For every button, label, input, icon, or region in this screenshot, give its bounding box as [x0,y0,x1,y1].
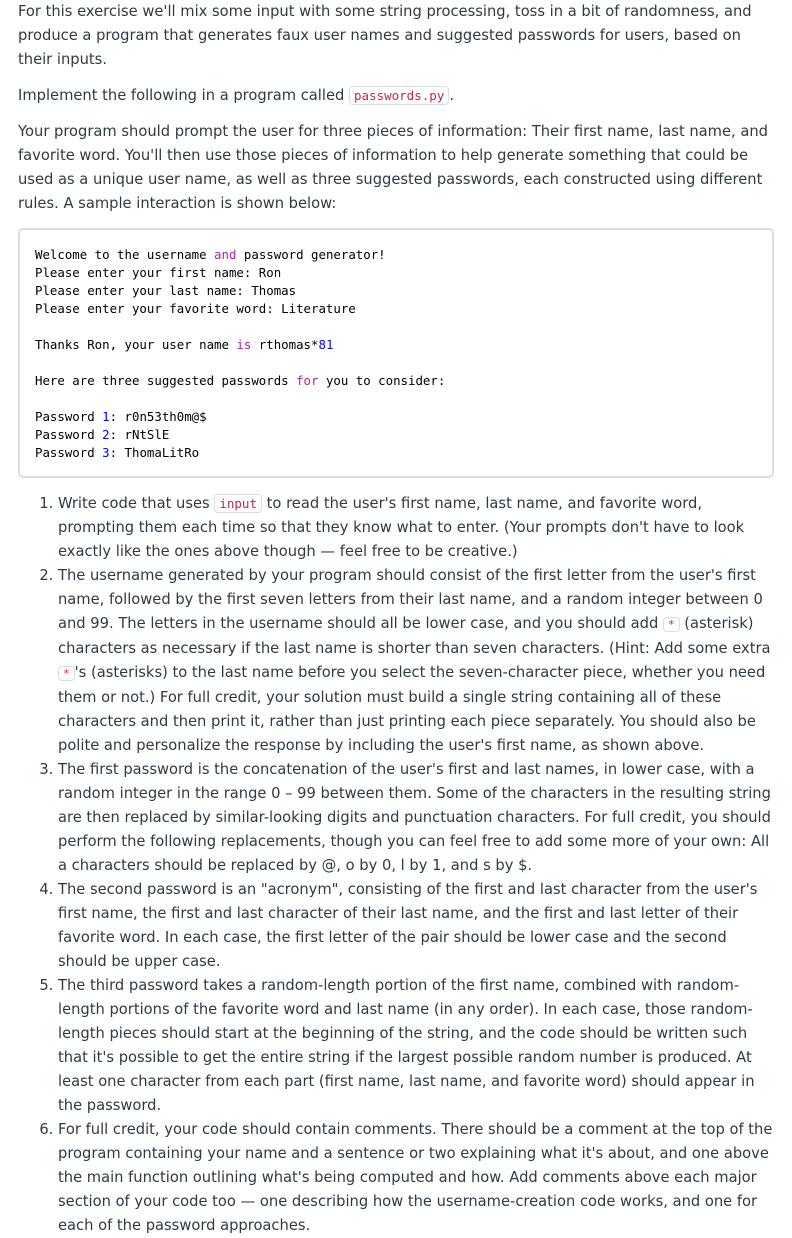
code-blank-line [35,354,757,372]
sample-interaction-codeblock [18,228,774,478]
asterisk-code: * [58,666,75,681]
description-paragraph: Your program should prompt the user for three pieces of information: Their first name, last name, and favorite word. You'll then use those pieces of information to help generate something that could be used as a unique user name, as well as three suggested passwords, each constructed using different rules. A sample interaction is shown below: [18,123,768,212]
code-blank-line [35,318,757,336]
code-line: Please enter your last name: Thomas [35,283,297,298]
implement-paragraph [18,84,774,108]
task-item: 6. For full credit, your code should contain comments. There should be a comment at the top of the program containing your name and a sentence or two explaining what it's about, and one above the main function outlining what's being computed and how. Add comments above each major section of your code too — one describing how the username-creation code works, and one for each of the password approaches. [58,1118,774,1238]
implement-prefix: Implement the following in a program called [18,87,349,104]
intro-paragraph: For this exercise we'll mix some input with some string processing, toss in a bit of randomness, and produce a program that generates faux user names and suggested passwords for users, based on their inputs. [18,3,752,68]
code-blank-line [35,390,757,408]
task-item: 3. The first password is the concatenation of the user's first and last names, in lower case, with a random integer in the range 0 – 99 between them. Some of the characters in the resulting string are then replaced by similar-looking digits and punctuation characters. For full credit, you should perform the following replacements, though you can feel free to add some more of your own: All a characters should be replaced by @, o by 0, l by 1, and s by $. [58,758,774,878]
asterisk-code: * [663,617,680,632]
task-list [18,492,774,1238]
code-line: Thanks Ron, your user name is rthomas*81 [35,337,334,352]
code-line: Welcome to the username and password generator! [35,247,386,262]
code-line: Password 3: ThomaLitRo [35,445,200,460]
code-line: Please enter your favorite word: Literature [35,301,356,316]
code-line: Here are three suggested passwords for you to consider: [35,373,446,388]
task-item: 2. The username generated by your program should consist of the first letter from the user's first name, followed by the first seven letters from their last name, and a random integer between 0 and 99. The letters in the username should all be lower case, and you should add * (asterisk) characters as necessary if the last name is shorter than seven characters. (Hint: Add some extra * 's (asterisks) to the last name before you select the seven-character piece, whether you need them or not.) For full credit, your solution must build a single string containing all of these characters and then print it, rather than just printing each piece separately. You should also be polite and personalize the response by including the user's first name, as shown above. [58,564,774,758]
task-item: 4. The second password is an "acronym", consisting of the first and last character from the user's first name, the first and last character of their last name, and the first and last letter of their favorite word. In each case, the first letter of the pair should be lower case and the second should be upper case. [58,878,774,974]
task-item: 1. Write code that uses input to read the user's first name, last name, and favorite word, prompting them each time so that they know what to enter. (Your prompts don't have to look exactly like the ones above though — feel free to be creative.) [58,492,774,564]
task-item: 5. The third password takes a random-length portion of the first name, combined with random-length portions of the favorite word and last name (in any order). In each case, those random-length pieces should start at the beginning of the string, and the code should be written such that it's possible to get the entire string if the largest possible random number is produced. At least one character from each part (first name, last name, and favorite word) should appear in the password. [58,974,774,1118]
input-code: input [214,494,262,513]
implement-suffix: . [449,87,454,104]
code-line: Please enter your first name: Ron [35,265,282,280]
filename-code: passwords.py [349,86,449,105]
code-line: Password 1: r0n53th0m@$ [35,409,207,424]
code-line: Password 2: rNtSlE [35,427,170,442]
